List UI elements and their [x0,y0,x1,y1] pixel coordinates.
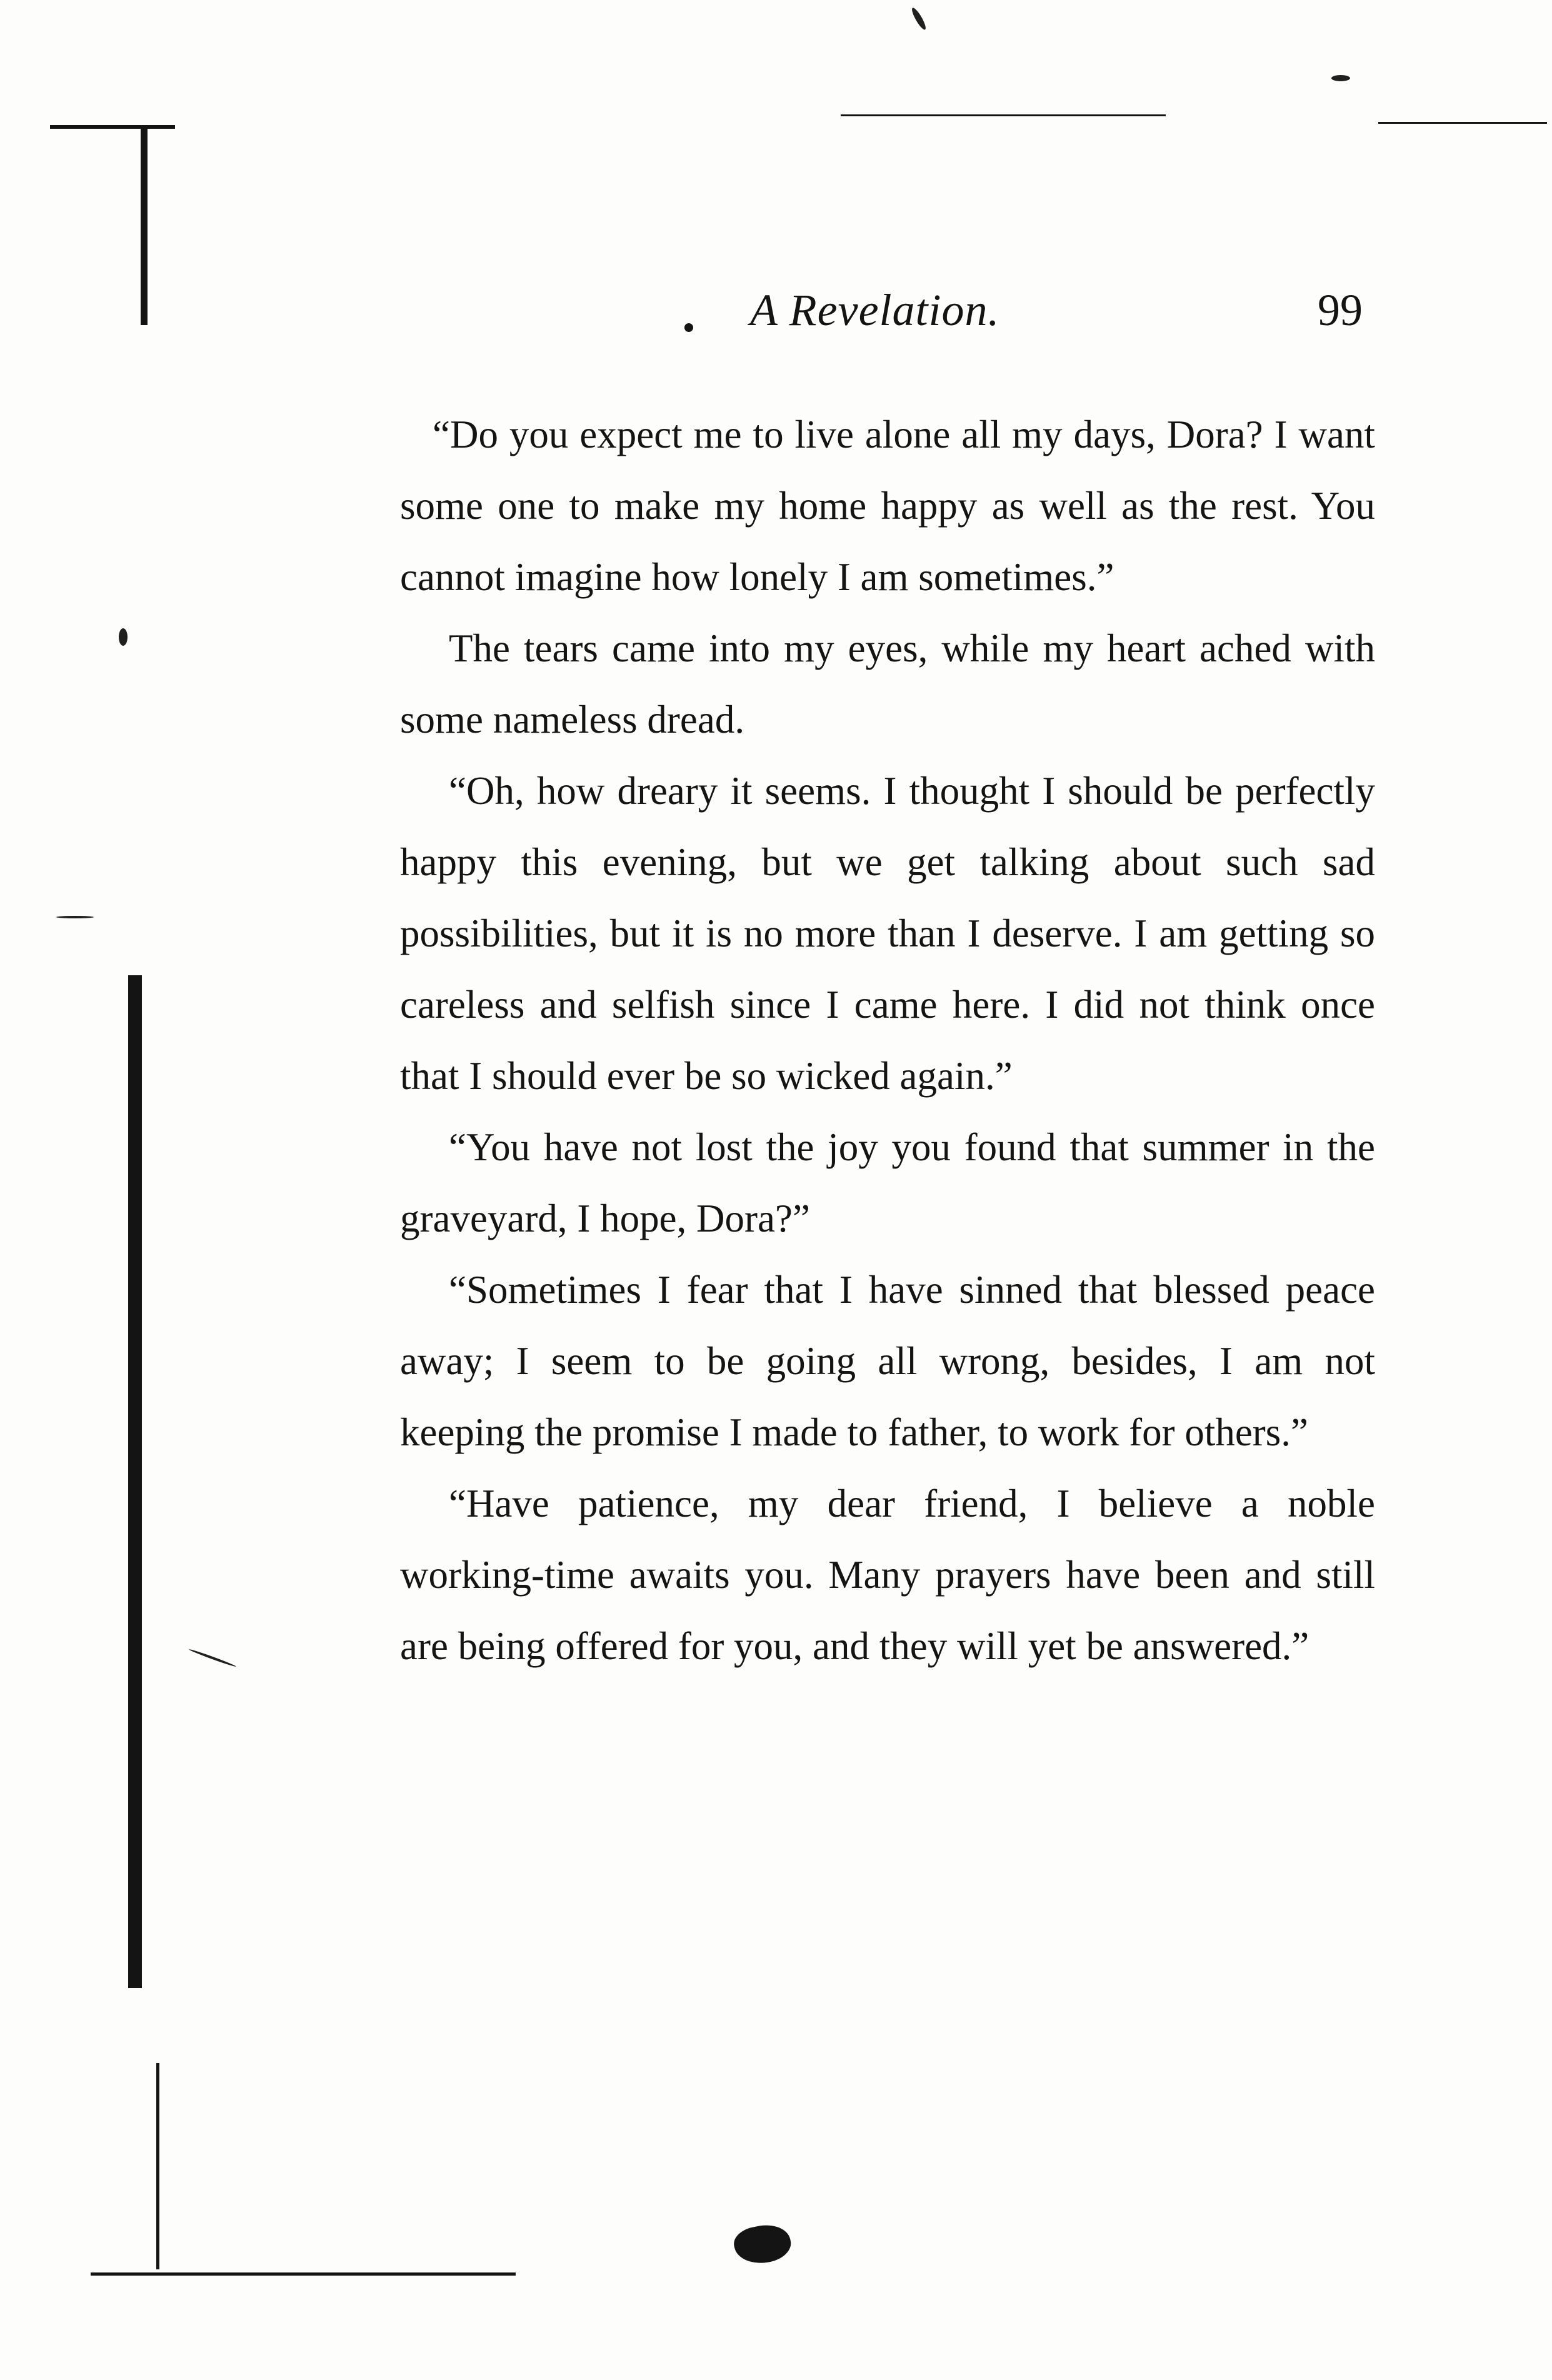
scan-speck [1331,75,1350,81]
scan-speck [56,916,94,918]
ink-blot [731,2220,794,2268]
body-text [400,399,1375,1682]
scan-margin-bar [128,975,142,1988]
paragraph: “Do you expect me to live alone all my days, Dora? I want some one to make my home happy as well as the rest. You cannot imagine how lonely I am sometimes.” [400,413,1375,599]
scan-speck [119,628,128,646]
paragraph: The tears came into my eyes, while my heart ached with some nameless dread. [400,626,1375,741]
scan-rule-mark [841,114,1166,116]
scan-margin-bar [141,125,148,325]
paragraph: “Oh, how dreary it seems. I thought I should be perfectly happy this evening, but we get talking about such sad possibilities, but it is no more than I deserve. I am getting so careless and selfish since I came here. I did not think once that I should ever be so wicked again.” [400,769,1375,1098]
scan-margin-bar [156,2063,159,2269]
page-number: 99 [1318,285,1363,335]
scan-rule-mark [1378,122,1547,124]
running-header [400,284,1363,341]
header-dot [684,323,693,332]
scan-speck [910,6,928,31]
running-title: A Revelation. [750,285,1000,335]
paragraph: “Have patience, my dear friend, I believe a noble working-time awaits you. Many prayers have been and still are being offered for you, and they will yet be answered.” [400,1482,1375,1668]
paragraph: “You have not lost the joy you found that summer in the graveyard, I hope, Dora?” [400,1125,1375,1240]
paragraph: “Sometimes I fear that I have sinned that blessed peace away; I seem to be going all wrong, besides, I am not keeping the promise I made to father, to work for others.” [400,1268,1375,1454]
scan-rule-mark [50,125,175,129]
scan-rule-mark [91,2272,516,2276]
scan-speck [189,1648,237,1667]
